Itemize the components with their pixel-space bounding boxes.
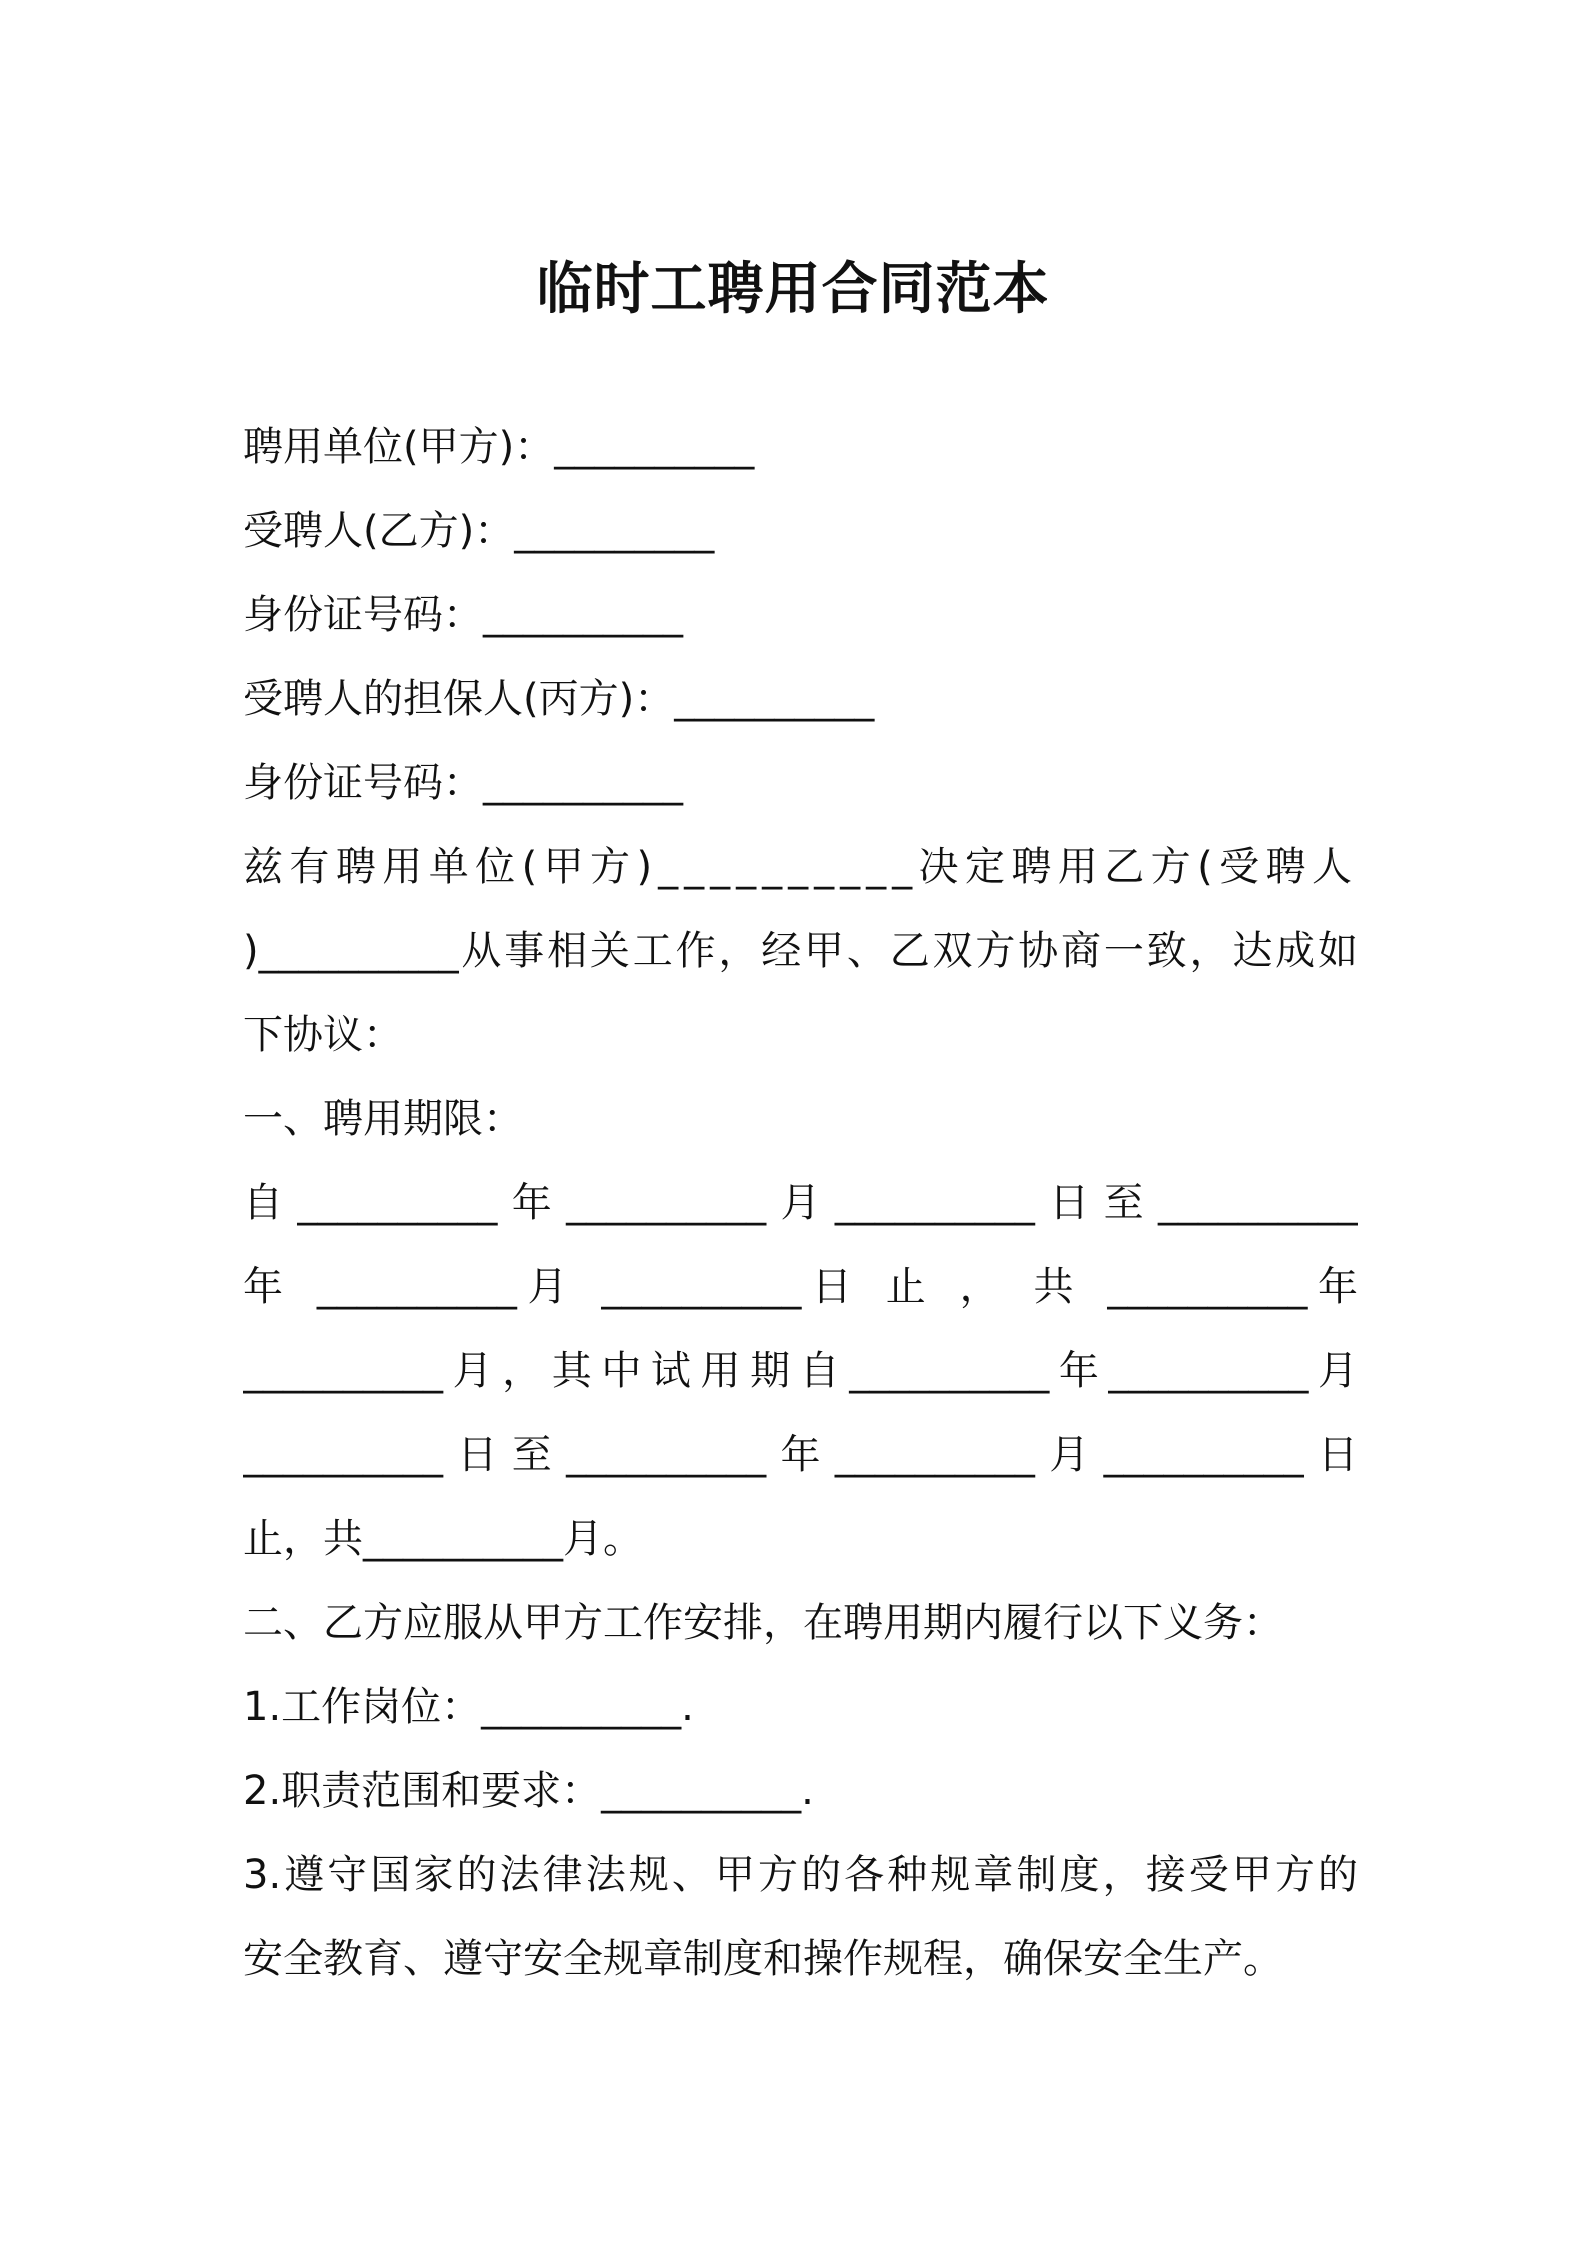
- employee-line: 受聘人(乙方)：__________: [243, 508, 715, 554]
- duty-1-line: 1.工作岗位：__________.: [243, 1684, 694, 1730]
- duty-3-line-1: 3.遵守国家的法律法规、甲方的各种规章制度，接受甲方的: [243, 1852, 1358, 1898]
- duty-3-line-2: 安全教育、遵守安全规章制度和操作规程，确保安全生产。: [243, 1936, 1283, 1982]
- duty-2-line: 2.职责范围和要求：__________.: [243, 1768, 814, 1814]
- document-title: 临时工聘用合同范本: [536, 257, 1050, 322]
- term-line-4: __________日至__________年__________月__________日: [243, 1432, 1358, 1478]
- preamble-line-3: 下协议：: [243, 1012, 403, 1058]
- preamble-line-1: 兹有聘用单位(甲方)__________决定聘用乙方(受聘人: [243, 844, 1358, 890]
- term-line-1: 自__________年__________月__________日至__________: [243, 1180, 1358, 1226]
- term-line-2: 年 __________月 __________日 止 ， 共 __________年: [243, 1264, 1358, 1310]
- employee-id-line: 身份证号码：__________: [243, 592, 683, 638]
- preamble-line-2: )__________从事相关工作，经甲、乙双方协商一致，达成如: [243, 928, 1358, 974]
- guarantor-line: 受聘人的担保人(丙方)：__________: [243, 676, 875, 722]
- guarantor-id-line: 身份证号码：__________: [243, 760, 683, 806]
- section-1-heading: 一、聘用期限：: [243, 1096, 523, 1142]
- employer-line: 聘用单位(甲方)：__________: [243, 424, 755, 470]
- term-line-3: __________月，其中试用期自__________年__________月: [243, 1348, 1358, 1394]
- section-2-heading: 二、乙方应服从甲方工作安排，在聘用期内履行以下义务：: [243, 1600, 1283, 1646]
- document-body: [243, 405, 1358, 2001]
- term-line-5: 止，共__________月。: [243, 1516, 643, 1562]
